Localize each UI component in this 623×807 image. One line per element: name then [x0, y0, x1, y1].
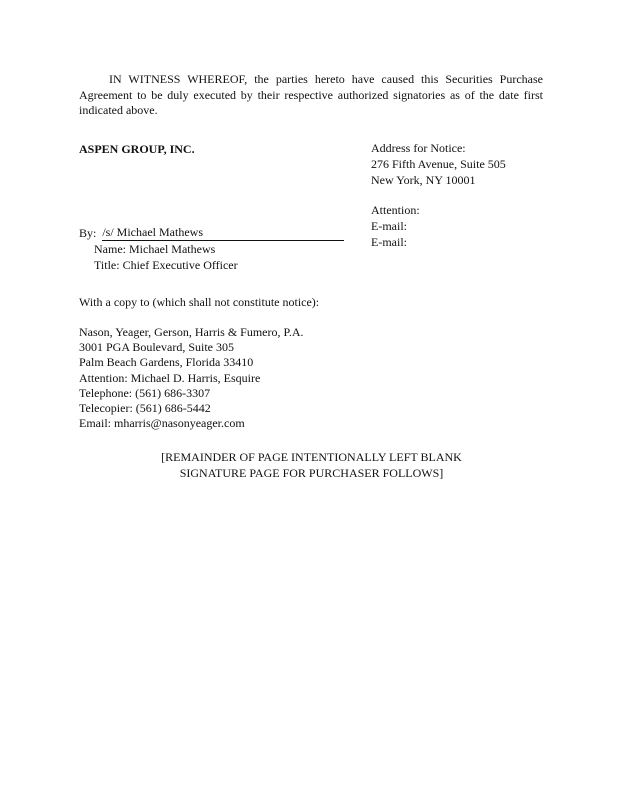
firm-street: 3001 PGA Boulevard, Suite 305: [79, 340, 234, 355]
firm-city: Palm Beach Gardens, Florida 33410: [79, 355, 254, 370]
address-for-notice: [371, 140, 506, 250]
closing-line-2: SIGNATURE PAGE FOR PURCHASER FOLLOWS]: [179, 465, 444, 480]
firm-email: Email: mharris@nasonyeager.com: [79, 416, 245, 431]
company-name: ASPEN GROUP, INC.: [79, 142, 195, 156]
notice-email-1: E-mail:: [371, 219, 407, 233]
closing-note: [0, 450, 623, 481]
copy-to-label: With a copy to (which shall not constitute notice):: [79, 295, 320, 309]
witness-text: IN WITNESS WHEREOF, the parties hereto have caused this Securities Purchase Agreement to be duly executed by their respective authorized signatories as of the date first indicated above.: [79, 72, 543, 117]
spacer: [371, 188, 506, 202]
witness-paragraph: [79, 72, 543, 119]
copy-to-address: [79, 325, 304, 431]
signature-line: [79, 225, 344, 241]
notice-email-2: E-mail:: [371, 235, 407, 249]
notice-address-line2: New York, NY 10001: [371, 173, 476, 187]
notice-address-line1: 276 Fifth Avenue, Suite 505: [371, 157, 506, 171]
signature-text: /s/ Michael Mathews: [102, 225, 203, 239]
by-label: By:: [79, 226, 97, 240]
firm-telecopier: Telecopier: (561) 686-5442: [79, 401, 211, 416]
firm-attention: Attention: Michael D. Harris, Esquire: [79, 370, 261, 385]
firm-name: Nason, Yeager, Gerson, Harris & Fumero, P.A.: [79, 325, 304, 339]
signature-block: [79, 225, 344, 273]
signatory-title: Title: Chief Executive Officer: [94, 258, 238, 272]
signature-field: [102, 225, 344, 241]
notice-heading: Address for Notice:: [371, 141, 466, 155]
firm-telephone: Telephone: (561) 686-3307: [79, 385, 211, 400]
signatory-name: Name: Michael Mathews: [94, 242, 216, 256]
closing-line-1: [REMAINDER OF PAGE INTENTIONALLY LEFT BLANK: [161, 450, 462, 464]
notice-attention: Attention:: [371, 203, 420, 217]
